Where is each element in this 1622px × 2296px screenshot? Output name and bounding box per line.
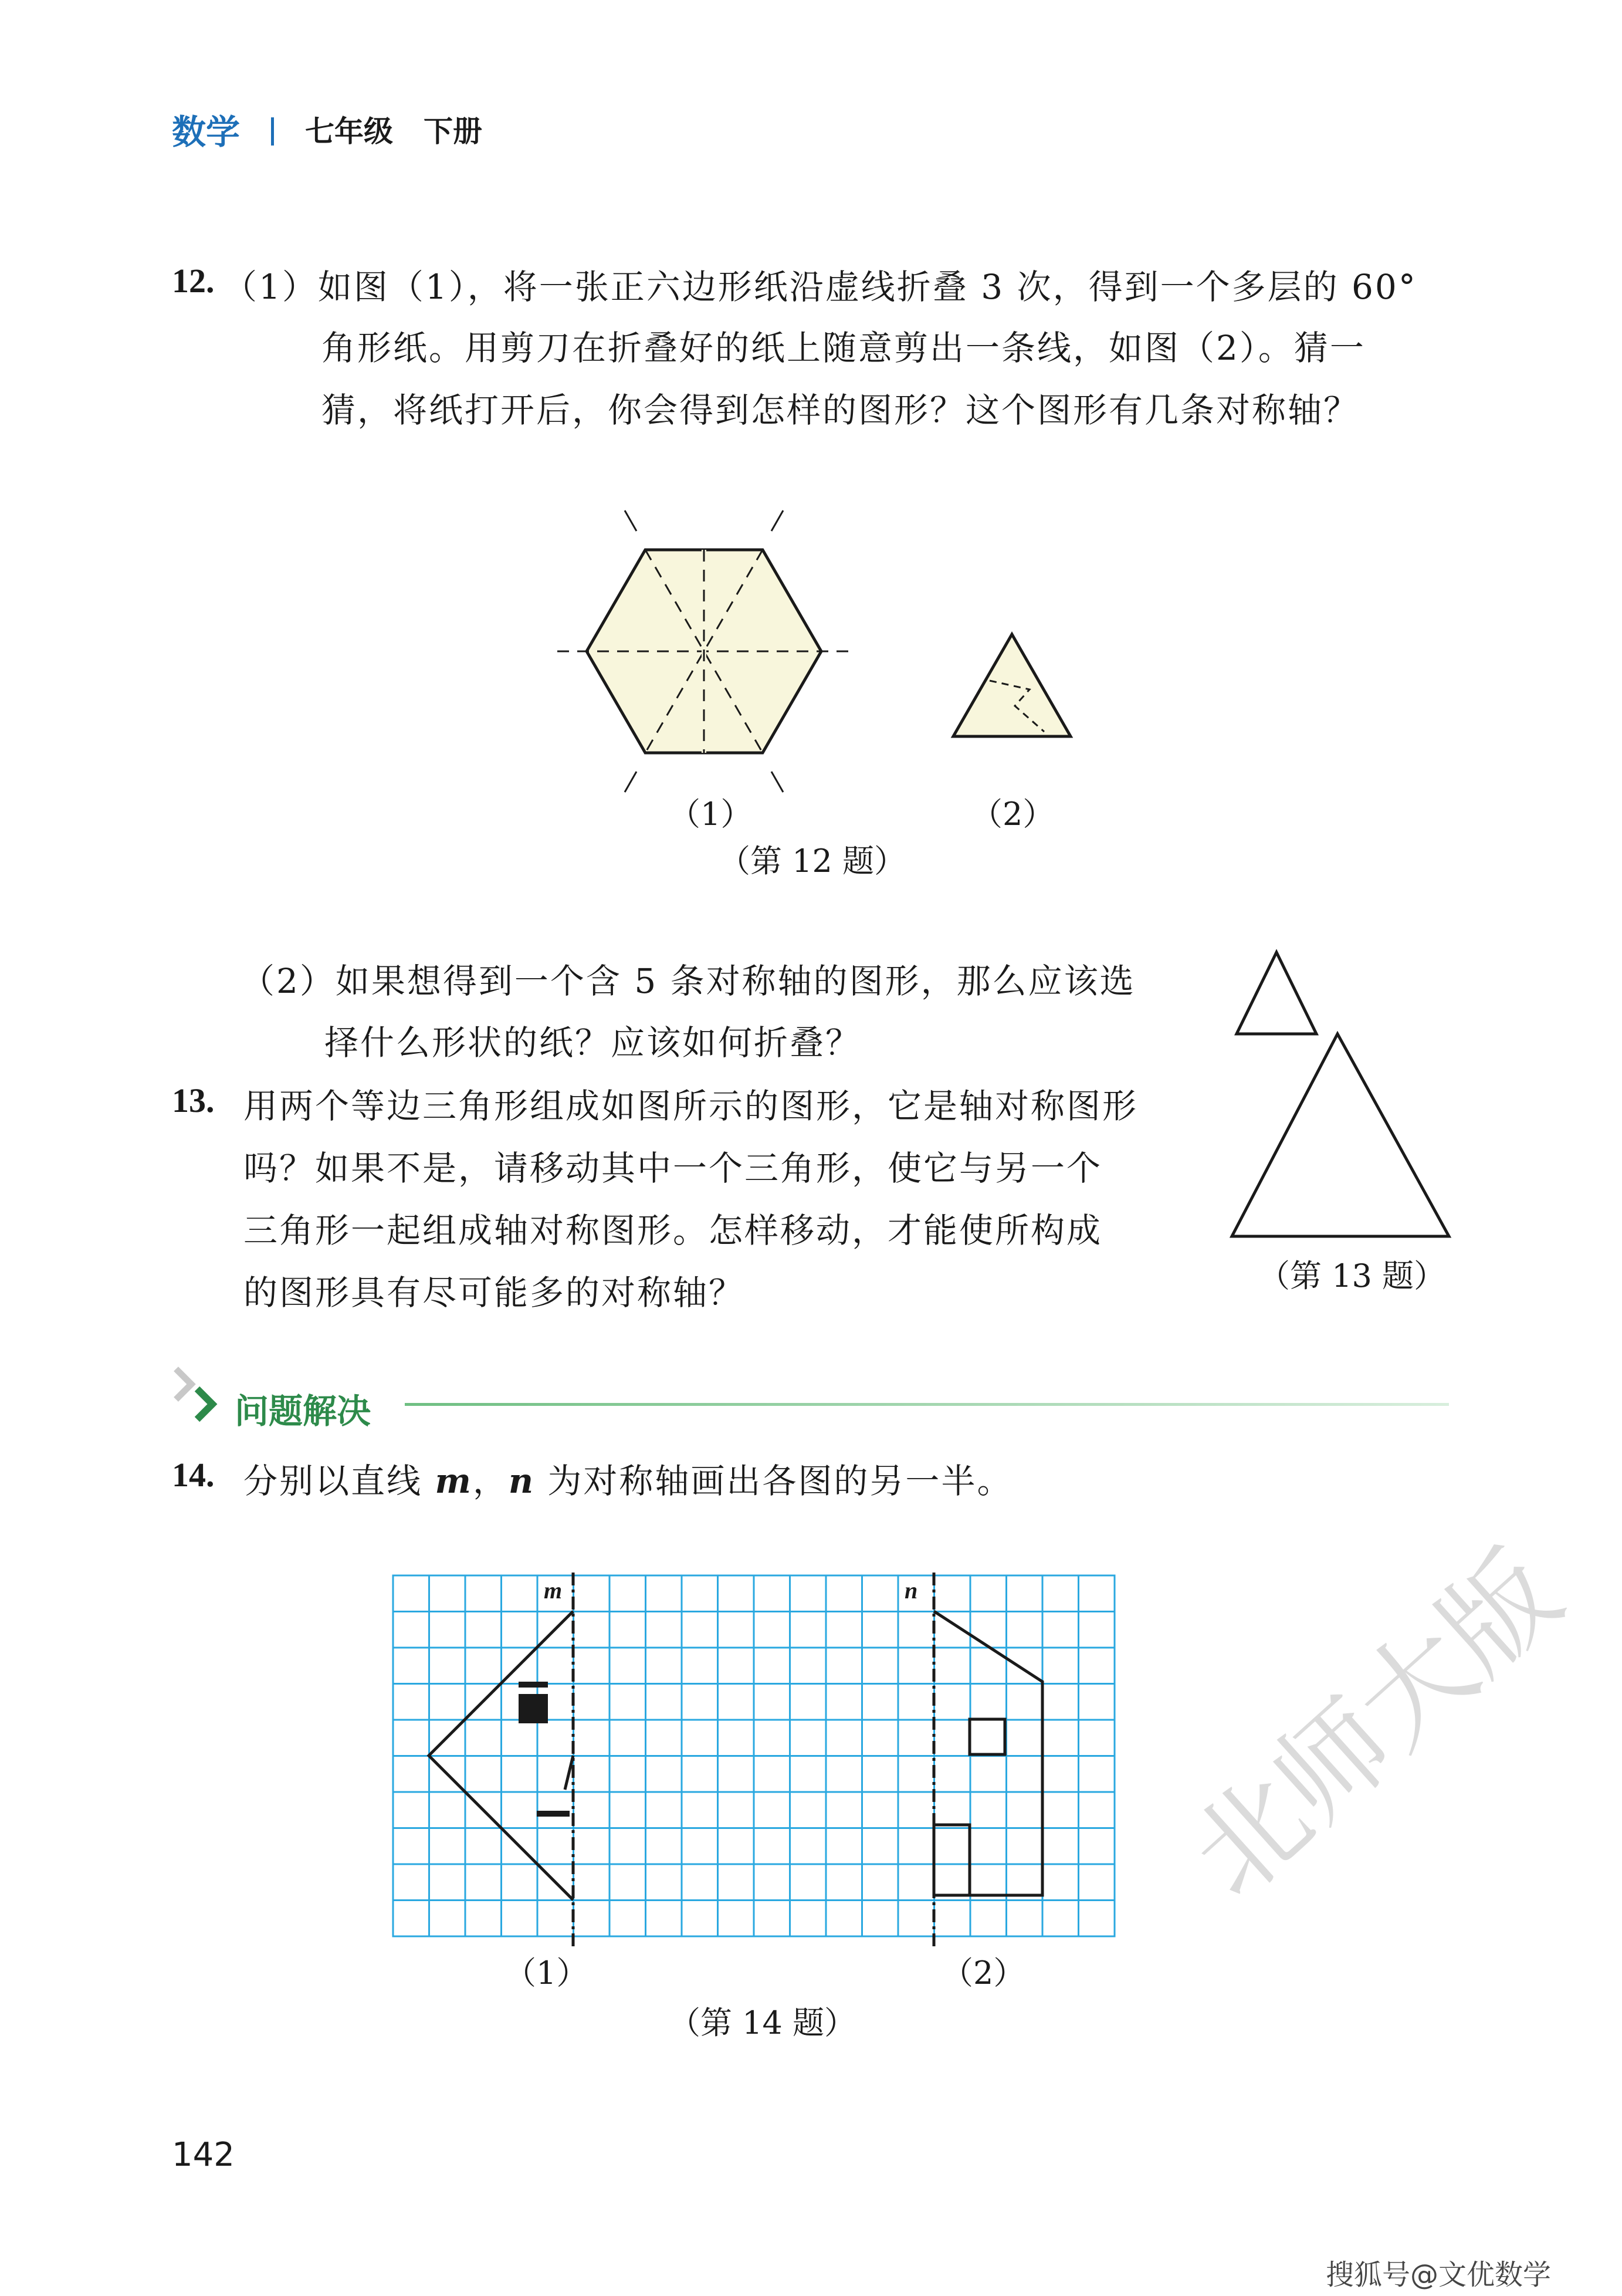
q12-part1-line-3: 猜，将纸打开后，你会得到怎样的图形？这个图形有几条对称轴？ [321,390,1360,430]
page-number: 142 [172,2136,235,2174]
axis-n-label: n [905,1577,918,1604]
q14-fig2-label: （2） [942,1955,1025,1991]
q14-var-m: m [435,1461,473,1501]
q12-number: 12. [172,262,215,300]
large-equilateral-triangle [1232,1034,1449,1236]
q12-hexagon-figure [528,487,892,816]
axis-m-label: m [544,1577,563,1604]
q12-part2-line-2: 择什么形状的纸？应该如何折叠？ [324,1023,862,1063]
q14-caption: （第 14 题） [669,2004,856,2041]
q13-number: 13. [172,1081,215,1120]
q12-part1-line-1: （1）如图（1），将一张正六边形纸沿虚线折叠 3 次，得到一个多层的 60° [223,267,1417,307]
q13-line-2: 吗？如果不是，请移动其中一个三角形，使它与另一个 [243,1148,1103,1188]
q14-var-n: n [508,1461,535,1501]
q13-triangles-figure [1220,948,1467,1247]
q14-comma: ， [472,1461,509,1501]
header-subject: 数学 [172,112,241,152]
credit-text: 搜狐号@文优数学 [1326,2258,1552,2291]
q12-fig2-label: （2） [971,796,1055,833]
q13-caption: （第 13 题） [1258,1257,1446,1294]
header-volume: 下册 [424,114,482,148]
q13-line-3: 三角形一起组成轴对称图形。怎样移动，才能使所构成 [243,1210,1103,1250]
small-equilateral-triangle [1237,952,1316,1034]
figure1-eye [519,1694,548,1723]
figure1-mouth [537,1811,570,1817]
section-chevron-icon [171,1364,230,1429]
watermark-text: 北师大版 [1166,1527,1584,1922]
figure1-eyebrow [519,1682,548,1688]
q12-part1-line-2: 角形纸。用剪刀在折叠好的纸上随意剪出一条线，如图（2）。猜一 [321,328,1366,368]
q12-triangle-figure [947,631,1076,748]
q14-text [243,1453,1013,1503]
q13-line-4: 的图形具有尽可能多的对称轴？ [243,1273,745,1313]
q13-line-1: 用两个等边三角形组成如图所示的图形，它是轴对称图形 [243,1086,1139,1126]
q12-fig1-label: （1） [669,796,753,833]
q12-part2-line-1: （2）如果想得到一个含 5 条对称轴的图形，那么应该选 [241,961,1136,1001]
q14-grid-figure [390,1573,1118,1948]
q14-text-after: 为对称轴画出各图的另一半。 [535,1461,1013,1501]
header-grade: 七年级 [305,114,393,148]
section-divider [405,1403,1449,1406]
section-title: 问题解决 [235,1391,371,1431]
header-separator [271,117,274,146]
q14-number: 14. [172,1456,215,1494]
q12-caption: （第 12 题） [719,843,906,880]
q14-text-before: 分别以直线 [243,1461,435,1501]
folded-triangle [953,634,1071,736]
q14-fig1-label: （1） [504,1955,588,1991]
